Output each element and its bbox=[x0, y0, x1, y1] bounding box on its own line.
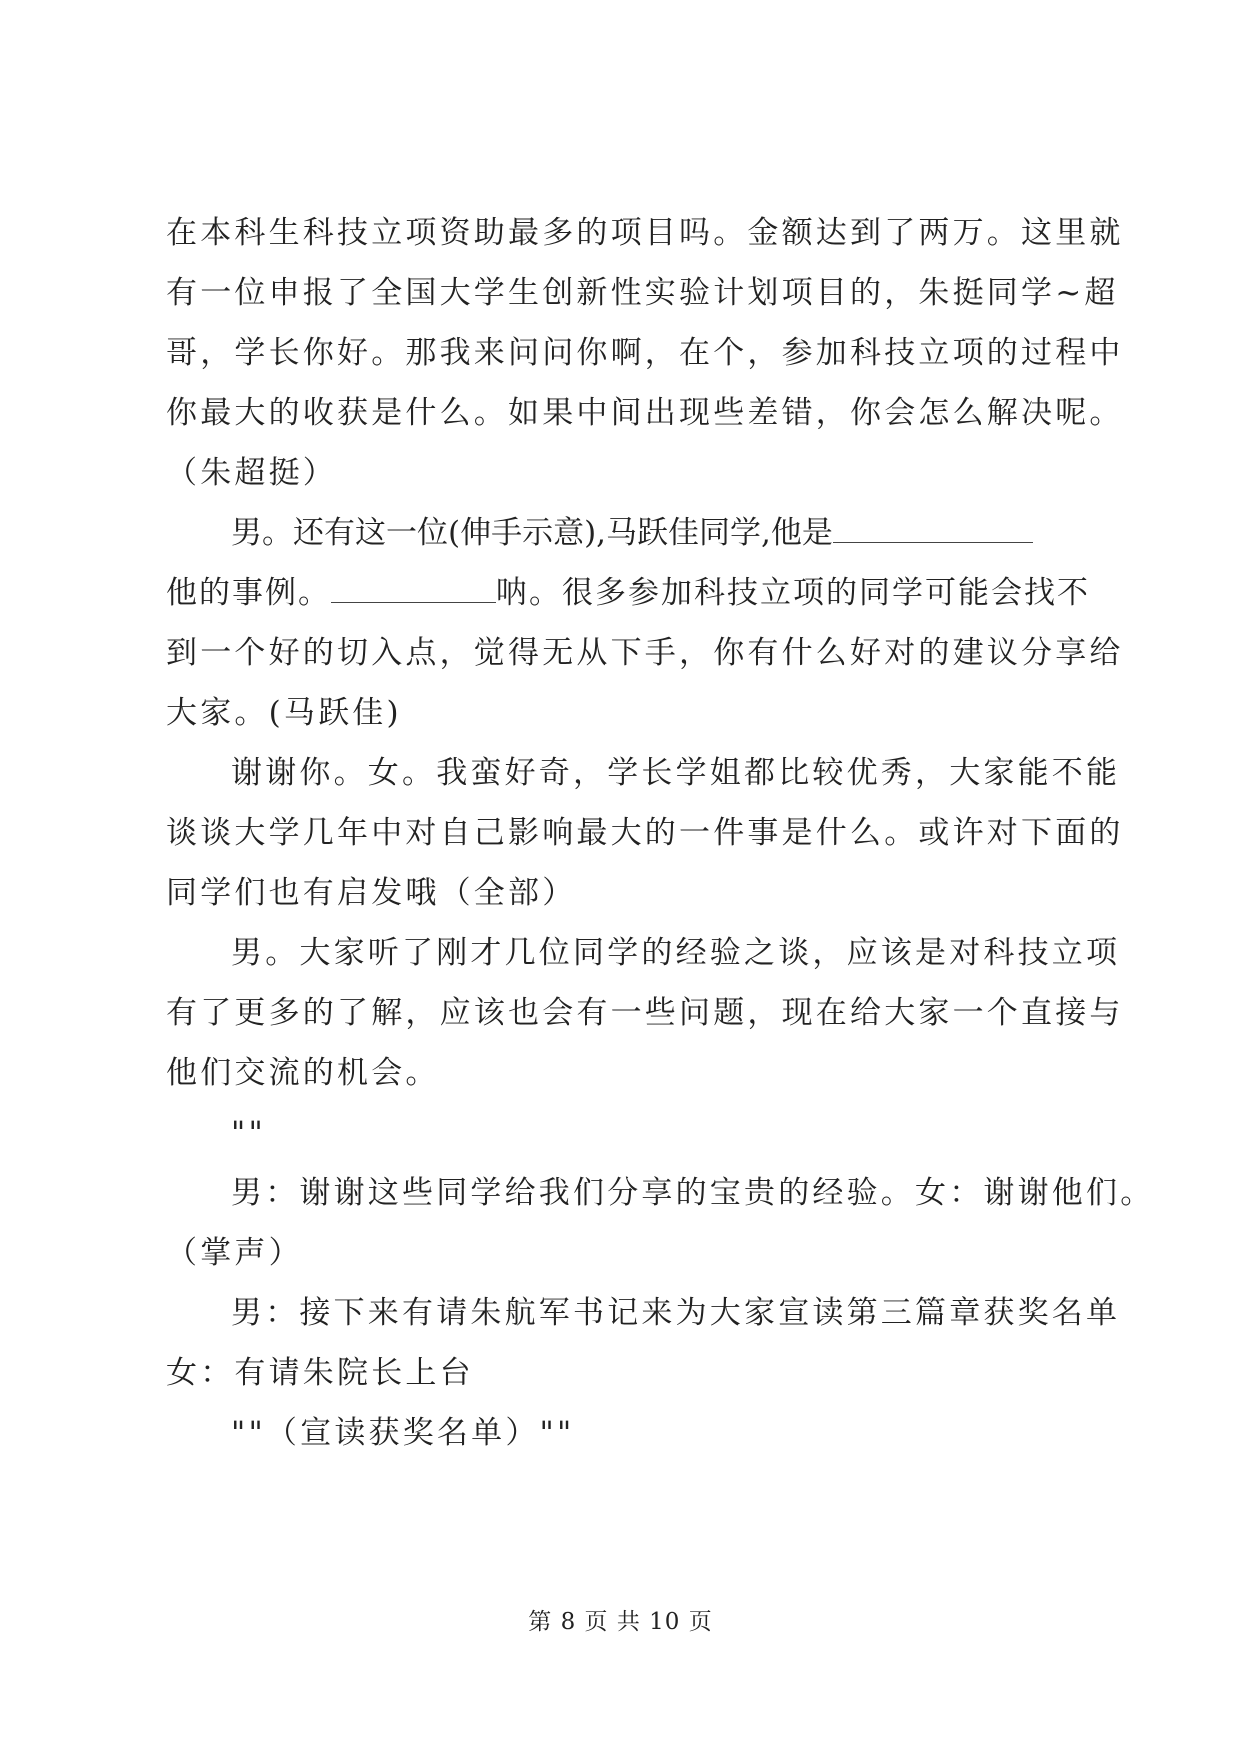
text-line: 有了更多的了解，应该也会有一些问题，现在给大家一个直接与 bbox=[166, 995, 1124, 1031]
text-segment: 呐。很多参加科技立项的同学可能会找不 bbox=[496, 575, 1090, 611]
text-line: 男。大家听了刚才几位同学的经验之谈，应该是对科技立项 bbox=[231, 935, 1121, 971]
text-line: 有一位申报了全国大学生创新性实验计划项目的，朱挺同学~超 bbox=[166, 275, 1119, 311]
text-line-with-blank bbox=[231, 513, 1141, 553]
text-line: 在本科生科技立项资助最多的项目吗。金额达到了两万。这里就 bbox=[166, 215, 1124, 251]
text-line: 谈谈大学几年中对自己影响最大的一件事是什么。或许对下面的 bbox=[166, 815, 1124, 851]
text-line: ""（宣读获奖名单）"" bbox=[231, 1415, 575, 1451]
page-number-footer: 第 8 页 共 10 页 bbox=[528, 1609, 713, 1635]
text-line: （朱超挺） bbox=[166, 455, 337, 491]
text-line-with-blank bbox=[166, 573, 1090, 613]
text-line: 哥，学长你好。那我来问问你啊，在个，参加科技立项的过程中 bbox=[166, 335, 1124, 371]
text-line: 他们交流的机会。 bbox=[166, 1055, 440, 1091]
text-line: 到一个好的切入点，觉得无从下手，你有什么好对的建议分享给 bbox=[166, 635, 1124, 671]
fill-blank bbox=[331, 576, 496, 603]
text-line: （掌声） bbox=[166, 1235, 303, 1271]
text-line: 大家。(马跃佳) bbox=[166, 695, 402, 731]
fill-blank bbox=[833, 516, 1033, 543]
text-line: 女：有请朱院长上台 bbox=[166, 1355, 474, 1391]
text-segment: 他的事例。 bbox=[166, 575, 331, 611]
text-line: 同学们也有启发哦（全部） bbox=[166, 875, 577, 911]
text-line: 男：接下来有请朱航军书记来为大家宣读第三篇章获奖名单 bbox=[231, 1295, 1121, 1331]
text-line: 男：谢谢这些同学给我们分享的宝贵的经验。女：谢谢他们。 bbox=[231, 1175, 1155, 1211]
text-segment: 男。还有这一位(伸手示意),马跃佳同学,他是 bbox=[231, 515, 833, 551]
text-line: "" bbox=[231, 1115, 266, 1151]
text-line: 你最大的收获是什么。如果中间出现些差错，你会怎么解决呢。 bbox=[166, 395, 1124, 431]
text-line: 谢谢你。女。我蛮好奇，学长学姐都比较优秀，大家能不能 bbox=[231, 755, 1121, 791]
